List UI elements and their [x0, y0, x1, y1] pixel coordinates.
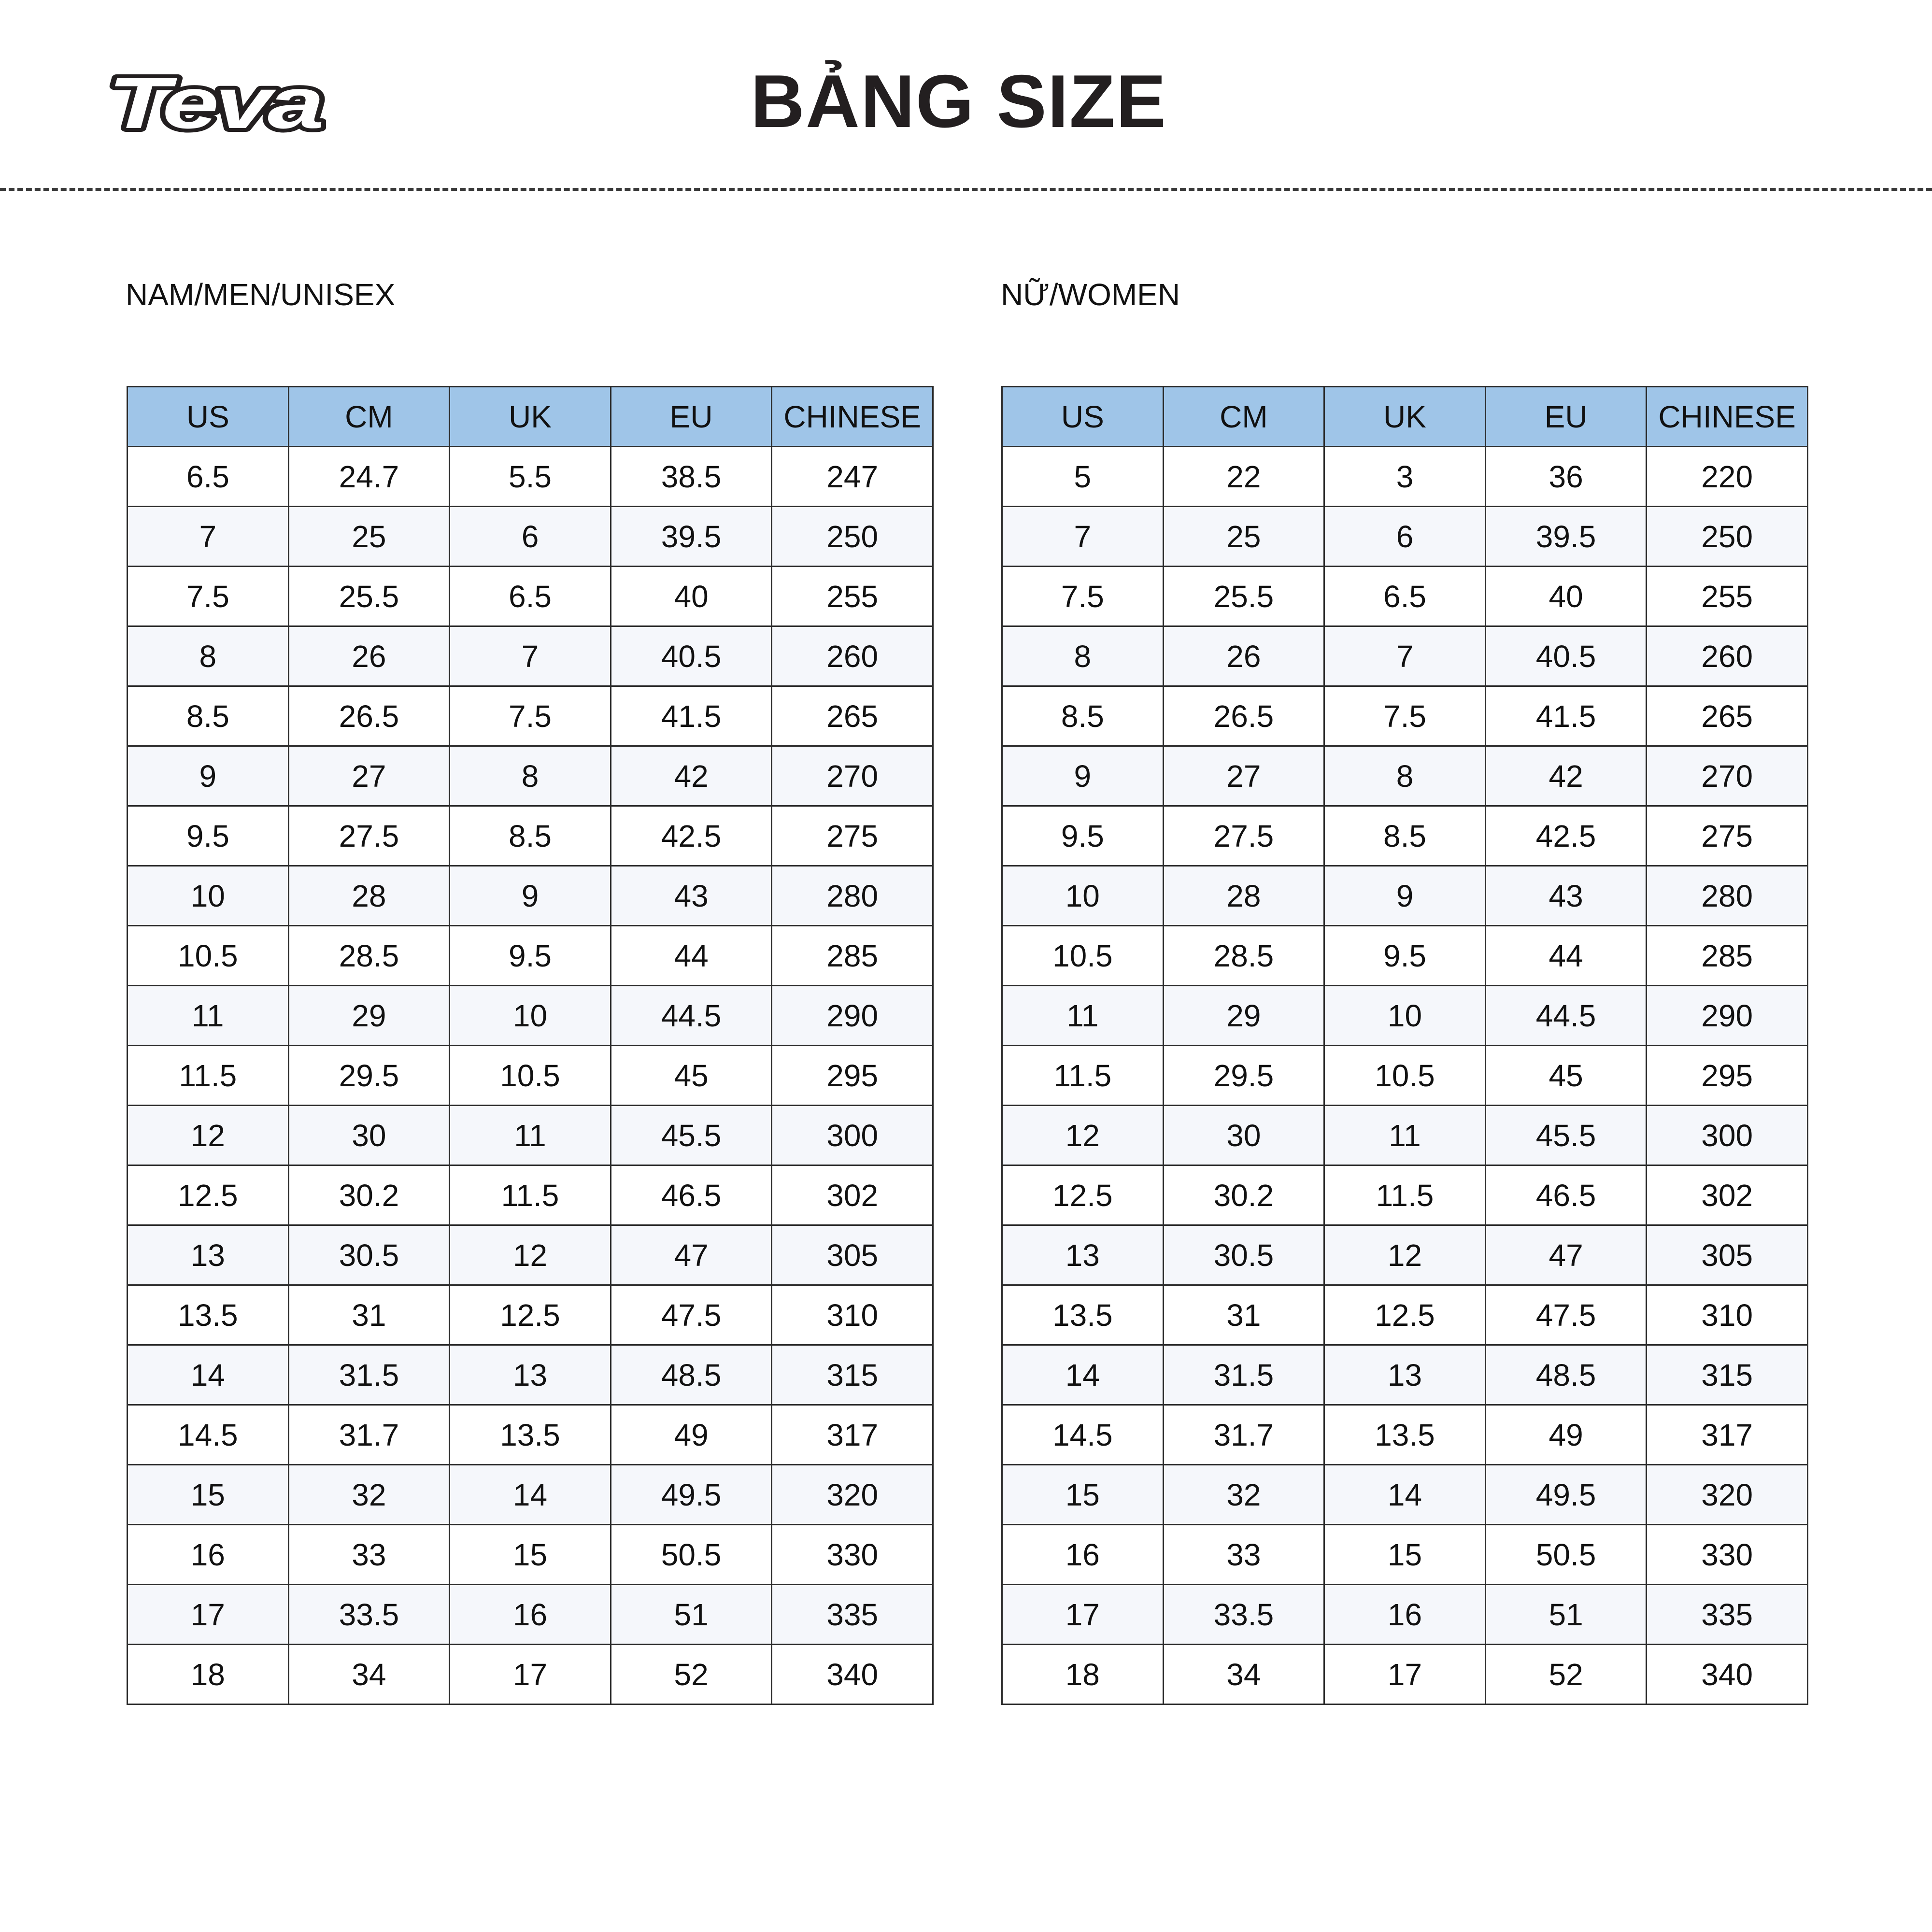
table-cell-uk: 16 — [1324, 1585, 1486, 1645]
table-cell-cm: 31 — [1163, 1285, 1324, 1345]
table-cell-chinese: 310 — [1647, 1285, 1808, 1345]
table-cell-cm: 32 — [288, 1465, 450, 1525]
table-cell-uk: 12 — [1324, 1225, 1486, 1285]
table-cell-cm: 31 — [288, 1285, 450, 1345]
table-row — [1002, 746, 1808, 806]
table-cell-chinese: 302 — [772, 1165, 933, 1225]
table-cell-eu: 38.5 — [611, 447, 772, 507]
column-header-cm: CM — [288, 387, 450, 447]
table-row — [1002, 1525, 1808, 1585]
table-cell-chinese: 315 — [1647, 1345, 1808, 1405]
table-cell-us: 7 — [1002, 507, 1164, 567]
table-cell-uk: 13.5 — [1324, 1405, 1486, 1465]
table-cell-us: 9 — [128, 746, 289, 806]
table-cell-us: 11 — [1002, 986, 1164, 1046]
table-cell-cm: 32 — [1163, 1465, 1324, 1525]
table-cell-us: 12 — [1002, 1106, 1164, 1165]
table-cell-uk: 11.5 — [450, 1165, 611, 1225]
table-cell-chinese: 247 — [772, 447, 933, 507]
table-cell-chinese: 265 — [1647, 686, 1808, 746]
table-cell-cm: 33.5 — [288, 1585, 450, 1645]
table-cell-us: 17 — [1002, 1585, 1164, 1645]
table-cell-eu: 40 — [1485, 567, 1647, 626]
table-cell-uk: 7.5 — [450, 686, 611, 746]
table-cell-chinese: 305 — [772, 1225, 933, 1285]
table-cell-chinese: 335 — [772, 1585, 933, 1645]
table-row — [128, 1106, 933, 1165]
table-row — [1002, 986, 1808, 1046]
table-cell-uk: 6 — [450, 507, 611, 567]
table-cell-cm: 33 — [1163, 1525, 1324, 1585]
table-row — [128, 447, 933, 507]
table-cell-chinese: 300 — [772, 1106, 933, 1165]
table-cell-us: 8 — [128, 626, 289, 686]
table-cell-eu: 41.5 — [611, 686, 772, 746]
table-row — [128, 1465, 933, 1525]
column-header-eu: EU — [1485, 387, 1647, 447]
table-row — [1002, 686, 1808, 746]
table-cell-uk: 9 — [450, 866, 611, 926]
table-cell-eu: 40 — [611, 567, 772, 626]
table-cell-chinese: 255 — [1647, 567, 1808, 626]
table-row — [128, 1165, 933, 1225]
table-cell-uk: 9.5 — [1324, 926, 1486, 986]
table-cell-eu: 36 — [1485, 447, 1647, 507]
table-cell-eu: 41.5 — [1485, 686, 1647, 746]
table-cell-eu: 50.5 — [611, 1525, 772, 1585]
table-row — [128, 1285, 933, 1345]
table-cell-us: 9.5 — [1002, 806, 1164, 866]
table-cell-eu: 52 — [611, 1645, 772, 1705]
table-cell-us: 9 — [1002, 746, 1164, 806]
table-cell-eu: 40.5 — [1485, 626, 1647, 686]
table-cell-chinese: 295 — [1647, 1046, 1808, 1106]
table-cell-eu: 49 — [611, 1405, 772, 1465]
table-cell-eu: 51 — [1485, 1585, 1647, 1645]
table-cell-uk: 13 — [1324, 1345, 1486, 1405]
table-cell-us: 13.5 — [128, 1285, 289, 1345]
column-header-chinese: CHINESE — [772, 387, 933, 447]
table-cell-us: 10.5 — [128, 926, 289, 986]
table-cell-cm: 34 — [288, 1645, 450, 1705]
table-cell-uk: 12 — [450, 1225, 611, 1285]
table-cell-cm: 27 — [288, 746, 450, 806]
column-header-eu: EU — [611, 387, 772, 447]
table-cell-uk: 10.5 — [1324, 1046, 1486, 1106]
table-cell-eu: 47.5 — [1485, 1285, 1647, 1345]
table-cell-eu: 45 — [1485, 1046, 1647, 1106]
table-row — [128, 567, 933, 626]
table-cell-cm: 26.5 — [288, 686, 450, 746]
table-cell-uk: 13.5 — [450, 1405, 611, 1465]
table-cell-cm: 27.5 — [288, 806, 450, 866]
table-cell-eu: 40.5 — [611, 626, 772, 686]
table-row — [128, 1405, 933, 1465]
table-cell-us: 7.5 — [128, 567, 289, 626]
table-row — [128, 806, 933, 866]
women-size-table — [1001, 386, 1808, 1705]
table-cell-eu: 45.5 — [1485, 1106, 1647, 1165]
table-cell-us: 12.5 — [1002, 1165, 1164, 1225]
table-cell-cm: 30.5 — [1163, 1225, 1324, 1285]
table-cell-eu: 49.5 — [611, 1465, 772, 1525]
table-row — [128, 1225, 933, 1285]
table-cell-uk: 7 — [450, 626, 611, 686]
column-header-uk: UK — [450, 387, 611, 447]
table-row — [128, 507, 933, 567]
table-cell-uk: 9.5 — [450, 926, 611, 986]
table-cell-us: 14 — [128, 1345, 289, 1405]
column-header-cm: CM — [1163, 387, 1324, 447]
table-cell-cm: 31.5 — [1163, 1345, 1324, 1405]
table-cell-chinese: 317 — [1647, 1405, 1808, 1465]
table-cell-cm: 31.7 — [288, 1405, 450, 1465]
table-cell-cm: 30.5 — [288, 1225, 450, 1285]
table-cell-eu: 48.5 — [611, 1345, 772, 1405]
table-cell-us: 14.5 — [1002, 1405, 1164, 1465]
table-cell-cm: 33 — [288, 1525, 450, 1585]
table-cell-us: 8 — [1002, 626, 1164, 686]
table-cell-eu: 42.5 — [1485, 806, 1647, 866]
table-cell-us: 16 — [1002, 1525, 1164, 1585]
table-cell-chinese: 275 — [772, 806, 933, 866]
table-cell-uk: 12.5 — [450, 1285, 611, 1345]
table-row — [128, 686, 933, 746]
table-cell-uk: 6.5 — [450, 567, 611, 626]
table-row — [1002, 1046, 1808, 1106]
table-row — [128, 866, 933, 926]
table-cell-us: 11 — [128, 986, 289, 1046]
table-row — [128, 746, 933, 806]
table-cell-chinese: 270 — [1647, 746, 1808, 806]
table-cell-eu: 39.5 — [1485, 507, 1647, 567]
table-cell-cm: 31.5 — [288, 1345, 450, 1405]
table-cell-chinese: 280 — [772, 866, 933, 926]
table-cell-eu: 46.5 — [1485, 1165, 1647, 1225]
table-cell-us: 18 — [128, 1645, 289, 1705]
table-cell-cm: 29.5 — [288, 1046, 450, 1106]
table-cell-us: 12 — [128, 1106, 289, 1165]
svg-text:Teva: Teva — [108, 62, 322, 142]
table-cell-us: 15 — [128, 1465, 289, 1525]
table-cell-eu: 44.5 — [1485, 986, 1647, 1046]
table-cell-chinese: 315 — [772, 1345, 933, 1405]
column-header-us: US — [1002, 387, 1164, 447]
table-cell-chinese: 305 — [1647, 1225, 1808, 1285]
table-cell-uk: 11.5 — [1324, 1165, 1486, 1225]
table-cell-us: 13 — [128, 1225, 289, 1285]
table-row — [1002, 447, 1808, 507]
table-cell-cm: 29 — [1163, 986, 1324, 1046]
table-cell-cm: 29.5 — [1163, 1046, 1324, 1106]
table-cell-uk: 14 — [450, 1465, 611, 1525]
table-cell-us: 18 — [1002, 1645, 1164, 1705]
table-cell-uk: 9 — [1324, 866, 1486, 926]
table-cell-chinese: 340 — [1647, 1645, 1808, 1705]
table-cell-us: 17 — [128, 1585, 289, 1645]
table-cell-cm: 26 — [288, 626, 450, 686]
section-label-men: NAM/MEN/UNISEX — [126, 277, 396, 312]
table-cell-cm: 25.5 — [1163, 567, 1324, 626]
table-row — [1002, 1645, 1808, 1705]
section-label-women: NỮ/WOMEN — [1001, 277, 1180, 312]
table-cell-chinese: 330 — [1647, 1525, 1808, 1585]
table-cell-eu: 44.5 — [611, 986, 772, 1046]
table-cell-eu: 49 — [1485, 1405, 1647, 1465]
table-cell-uk: 11 — [1324, 1106, 1486, 1165]
table-cell-cm: 30 — [288, 1106, 450, 1165]
table-row — [1002, 1165, 1808, 1225]
table-cell-chinese: 320 — [1647, 1465, 1808, 1525]
table-row — [1002, 1585, 1808, 1645]
table-cell-uk: 3 — [1324, 447, 1486, 507]
table-cell-chinese: 260 — [1647, 626, 1808, 686]
table-row — [1002, 1285, 1808, 1345]
table-cell-eu: 49.5 — [1485, 1465, 1647, 1525]
table-cell-chinese: 285 — [772, 926, 933, 986]
table-row — [128, 1345, 933, 1405]
table-cell-uk: 12.5 — [1324, 1285, 1486, 1345]
table-cell-us: 7 — [128, 507, 289, 567]
table-row — [1002, 1465, 1808, 1525]
table-header-row — [1002, 387, 1808, 447]
table-cell-chinese: 330 — [772, 1525, 933, 1585]
table-row — [128, 1585, 933, 1645]
table-cell-eu: 42 — [611, 746, 772, 806]
table-cell-cm: 33.5 — [1163, 1585, 1324, 1645]
table-row — [1002, 806, 1808, 866]
table-cell-eu: 51 — [611, 1585, 772, 1645]
table-cell-eu: 43 — [1485, 866, 1647, 926]
table-row — [1002, 926, 1808, 986]
table-cell-us: 9.5 — [128, 806, 289, 866]
table-row — [128, 926, 933, 986]
table-cell-eu: 45.5 — [611, 1106, 772, 1165]
table-cell-eu: 45 — [611, 1046, 772, 1106]
table-row — [1002, 1225, 1808, 1285]
table-cell-eu: 44 — [611, 926, 772, 986]
table-cell-cm: 27.5 — [1163, 806, 1324, 866]
table-cell-uk: 7 — [1324, 626, 1486, 686]
table-row — [128, 1046, 933, 1106]
table-cell-uk: 7.5 — [1324, 686, 1486, 746]
table-cell-cm: 30 — [1163, 1106, 1324, 1165]
table-cell-chinese: 260 — [772, 626, 933, 686]
table-cell-cm: 25 — [1163, 507, 1324, 567]
table-row — [1002, 507, 1808, 567]
table-cell-uk: 8.5 — [1324, 806, 1486, 866]
table-cell-uk: 17 — [450, 1645, 611, 1705]
table-cell-uk: 5.5 — [450, 447, 611, 507]
table-cell-eu: 47 — [611, 1225, 772, 1285]
table-cell-cm: 28.5 — [288, 926, 450, 986]
table-cell-cm: 29 — [288, 986, 450, 1046]
table-cell-chinese: 340 — [772, 1645, 933, 1705]
table-row — [128, 626, 933, 686]
table-cell-eu: 39.5 — [611, 507, 772, 567]
table-cell-us: 5 — [1002, 447, 1164, 507]
table-cell-eu: 52 — [1485, 1645, 1647, 1705]
table-cell-us: 7.5 — [1002, 567, 1164, 626]
column-header-us: US — [128, 387, 289, 447]
table-cell-eu: 42 — [1485, 746, 1647, 806]
table-cell-us: 10.5 — [1002, 926, 1164, 986]
table-cell-uk: 6 — [1324, 507, 1486, 567]
table-cell-cm: 22 — [1163, 447, 1324, 507]
table-cell-cm: 26 — [1163, 626, 1324, 686]
table-cell-uk: 16 — [450, 1585, 611, 1645]
table-cell-chinese: 220 — [1647, 447, 1808, 507]
table-cell-eu: 44 — [1485, 926, 1647, 986]
table-cell-us: 15 — [1002, 1465, 1164, 1525]
table-cell-chinese: 280 — [1647, 866, 1808, 926]
table-cell-cm: 28 — [288, 866, 450, 926]
table-cell-chinese: 317 — [772, 1405, 933, 1465]
table-row — [1002, 866, 1808, 926]
table-cell-uk: 10 — [450, 986, 611, 1046]
table-row — [1002, 626, 1808, 686]
dashed-divider — [0, 188, 1932, 191]
men-size-table — [127, 386, 934, 1705]
table-cell-cm: 24.7 — [288, 447, 450, 507]
table-cell-us: 13 — [1002, 1225, 1164, 1285]
table-cell-cm: 30.2 — [288, 1165, 450, 1225]
table-cell-us: 11.5 — [1002, 1046, 1164, 1106]
table-cell-us: 8.5 — [128, 686, 289, 746]
table-cell-eu: 43 — [611, 866, 772, 926]
table-cell-chinese: 255 — [772, 567, 933, 626]
table-cell-us: 14 — [1002, 1345, 1164, 1405]
table-cell-us: 10 — [1002, 866, 1164, 926]
table-cell-cm: 28.5 — [1163, 926, 1324, 986]
table-header-row — [128, 387, 933, 447]
table-cell-chinese: 275 — [1647, 806, 1808, 866]
table-cell-uk: 8 — [450, 746, 611, 806]
table-row — [128, 1645, 933, 1705]
table-cell-cm: 34 — [1163, 1645, 1324, 1705]
table-cell-cm: 25 — [288, 507, 450, 567]
table-cell-uk: 17 — [1324, 1645, 1486, 1705]
column-header-chinese: CHINESE — [1647, 387, 1808, 447]
table-cell-uk: 15 — [450, 1525, 611, 1585]
page-title: BẢNG SIZE — [751, 59, 1167, 143]
table-cell-eu: 42.5 — [611, 806, 772, 866]
table-cell-eu: 48.5 — [1485, 1345, 1647, 1405]
table-cell-uk: 8 — [1324, 746, 1486, 806]
table-cell-uk: 6.5 — [1324, 567, 1486, 626]
table-cell-chinese: 265 — [772, 686, 933, 746]
table-cell-uk: 13 — [450, 1345, 611, 1405]
column-header-uk: UK — [1324, 387, 1486, 447]
table-cell-cm: 27 — [1163, 746, 1324, 806]
table-cell-eu: 50.5 — [1485, 1525, 1647, 1585]
table-cell-chinese: 310 — [772, 1285, 933, 1345]
table-cell-cm: 25.5 — [288, 567, 450, 626]
table-cell-chinese: 285 — [1647, 926, 1808, 986]
table-cell-us: 11.5 — [128, 1046, 289, 1106]
table-cell-chinese: 300 — [1647, 1106, 1808, 1165]
table-cell-eu: 47 — [1485, 1225, 1647, 1285]
table-cell-chinese: 290 — [772, 986, 933, 1046]
table-cell-chinese: 250 — [1647, 507, 1808, 567]
table-cell-cm: 31.7 — [1163, 1405, 1324, 1465]
table-row — [1002, 1106, 1808, 1165]
table-cell-chinese: 250 — [772, 507, 933, 567]
table-cell-cm: 28 — [1163, 866, 1324, 926]
table-cell-us: 8.5 — [1002, 686, 1164, 746]
table-cell-cm: 26.5 — [1163, 686, 1324, 746]
table-cell-eu: 47.5 — [611, 1285, 772, 1345]
table-cell-uk: 15 — [1324, 1525, 1486, 1585]
table-cell-chinese: 335 — [1647, 1585, 1808, 1645]
teva-logo — [104, 60, 326, 142]
table-cell-uk: 10 — [1324, 986, 1486, 1046]
table-cell-us: 14.5 — [128, 1405, 289, 1465]
table-cell-us: 13.5 — [1002, 1285, 1164, 1345]
table-row — [128, 1525, 933, 1585]
table-cell-chinese: 290 — [1647, 986, 1808, 1046]
table-cell-uk: 8.5 — [450, 806, 611, 866]
table-row — [1002, 567, 1808, 626]
table-cell-us: 16 — [128, 1525, 289, 1585]
table-cell-uk: 14 — [1324, 1465, 1486, 1525]
table-row — [1002, 1345, 1808, 1405]
table-row — [128, 986, 933, 1046]
table-cell-chinese: 270 — [772, 746, 933, 806]
table-cell-us: 6.5 — [128, 447, 289, 507]
table-cell-cm: 30.2 — [1163, 1165, 1324, 1225]
table-cell-uk: 10.5 — [450, 1046, 611, 1106]
table-cell-chinese: 295 — [772, 1046, 933, 1106]
table-cell-chinese: 302 — [1647, 1165, 1808, 1225]
table-cell-eu: 46.5 — [611, 1165, 772, 1225]
table-cell-chinese: 320 — [772, 1465, 933, 1525]
table-cell-us: 12.5 — [128, 1165, 289, 1225]
table-cell-uk: 11 — [450, 1106, 611, 1165]
table-cell-us: 10 — [128, 866, 289, 926]
table-row — [1002, 1405, 1808, 1465]
